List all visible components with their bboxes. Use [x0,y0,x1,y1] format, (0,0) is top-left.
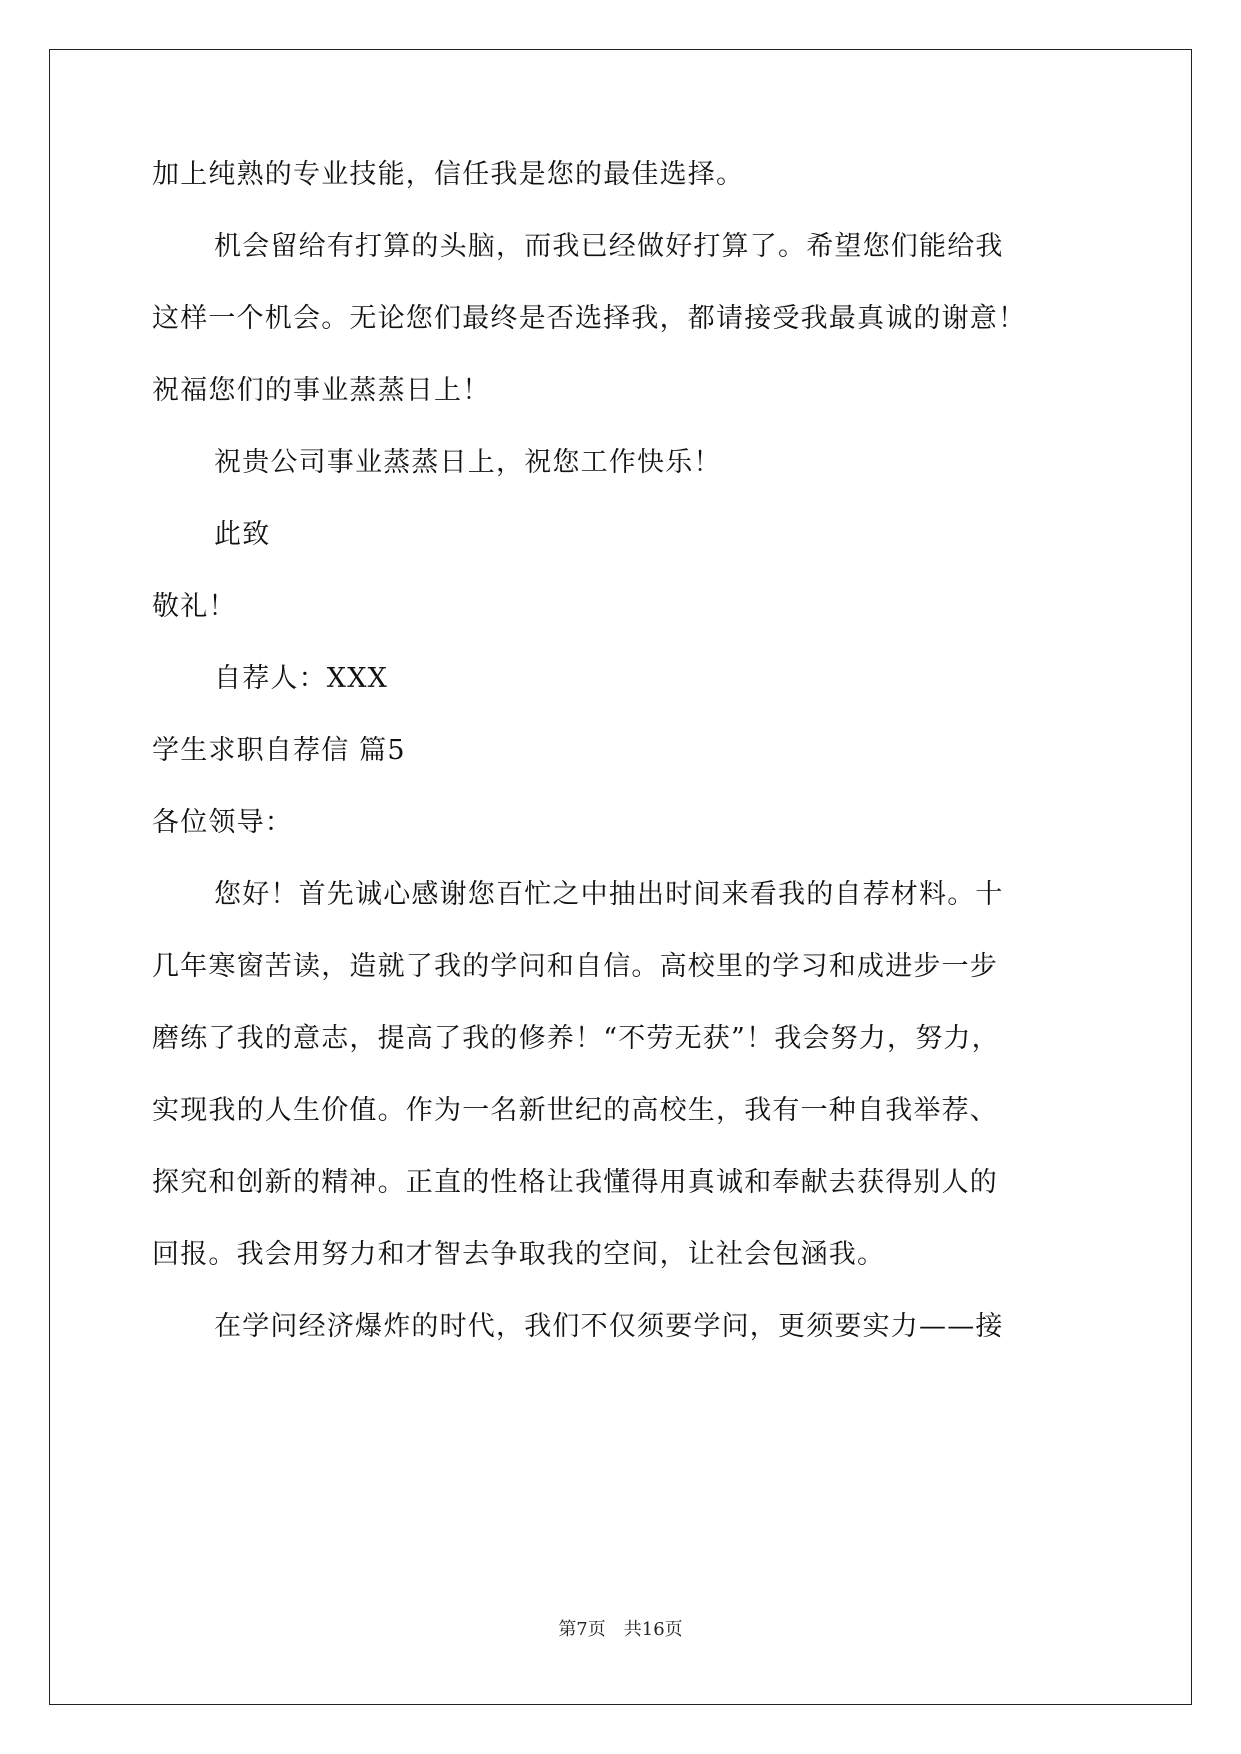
paragraph-line: 磨练了我的意志，提高了我的修养！“不劳无获”！我会努力，努力， [152,1023,1000,1054]
paragraph-line: 实现我的人生价值。作为一名新世纪的高校生，我有一种自我举荐、 [152,1095,998,1126]
paragraph-line: 祝贵公司事业蒸蒸日上，祝您工作快乐！ [214,447,722,478]
paragraph-line: 在学问经济爆炸的时代，我们不仅须要学问，更须要实力——接 [214,1311,1004,1342]
signature-line: 自荐人：XXX [214,663,389,694]
total-pages: 共16页 [623,1619,683,1640]
paragraph-line: 您好！首先诚心感谢您百忙之中抽出时间来看我的自荐材料。十 [214,879,1004,910]
paragraph-line: 探究和创新的精神。正直的性格让我懂得用真诚和奉献去获得别人的 [152,1167,998,1198]
paragraph-line: 机会留给有打算的头脑，而我已经做好打算了。希望您们能给我 [214,231,1004,262]
current-page-number: 第7页 [558,1619,606,1640]
paragraph-line: 几年寒窗苦读，造就了我的学问和自信。高校里的学习和成进步一步 [152,951,998,982]
section-heading: 学生求职自荐信 篇5 [152,735,406,766]
closing-salutation: 此致 [214,519,271,550]
paragraph-line: 回报。我会用努力和才智去争取我的空间，让社会包涵我。 [152,1239,886,1270]
greeting-line: 各位领导： [152,807,293,838]
paragraph-line: 加上纯熟的专业技能，信任我是您的最佳选择。 [152,159,745,190]
closing-regards: 敬礼！ [152,591,237,622]
paragraph-line: 这样一个机会。无论您们最终是否选择我，都请接受我最真诚的谢意！ [152,303,1027,334]
page-footer [0,1618,1241,1642]
paragraph-line: 祝福您们的事业蒸蒸日上！ [152,375,491,406]
